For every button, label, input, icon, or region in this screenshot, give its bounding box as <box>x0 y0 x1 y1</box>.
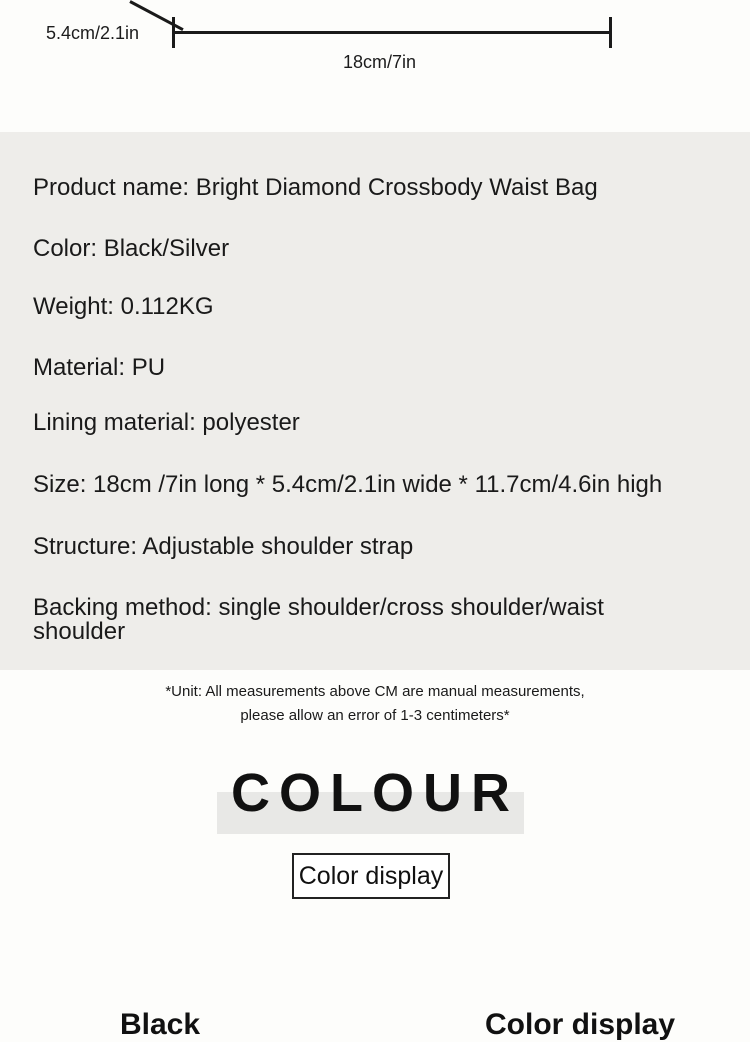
color-display-label: Color display <box>292 853 450 899</box>
spec-lining: Lining material: polyester <box>33 409 300 436</box>
dimension-diagram <box>0 0 750 120</box>
spec-structure: Structure: Adjustable shoulder strap <box>33 533 414 560</box>
spec-product-name: Product name: Bright Diamond Crossbody Waist Bag <box>33 174 598 201</box>
measurement-note-line1: *Unit: All measurements above CM are manual measurements, <box>165 683 585 700</box>
colour-section-title: COLOUR <box>231 763 519 823</box>
length-dimension-line <box>173 31 611 34</box>
length-dimension-label: 18cm/7in <box>343 52 417 72</box>
specifications-panel <box>0 132 750 670</box>
spec-color: Color: Black/Silver <box>33 235 230 262</box>
bottom-right-caption: Color display <box>485 1008 676 1041</box>
spec-backing-method: Backing method: single shoulder/cross shoulder/waist shoulder <box>33 594 604 645</box>
spec-weight: Weight: 0.112KG <box>33 293 214 320</box>
measurement-note-line2: please allow an error of 1-3 centimeters* <box>240 707 510 724</box>
bottom-left-caption: Black <box>120 1008 201 1041</box>
spec-material: Material: PU <box>33 354 166 381</box>
dimension-tick-right <box>609 17 612 48</box>
spec-size: Size: 18cm /7in long * 5.4cm/2.1in wide * 11.7cm/4.6in high <box>33 471 663 498</box>
width-dimension-label: 5.4cm/2.1in <box>46 23 140 43</box>
